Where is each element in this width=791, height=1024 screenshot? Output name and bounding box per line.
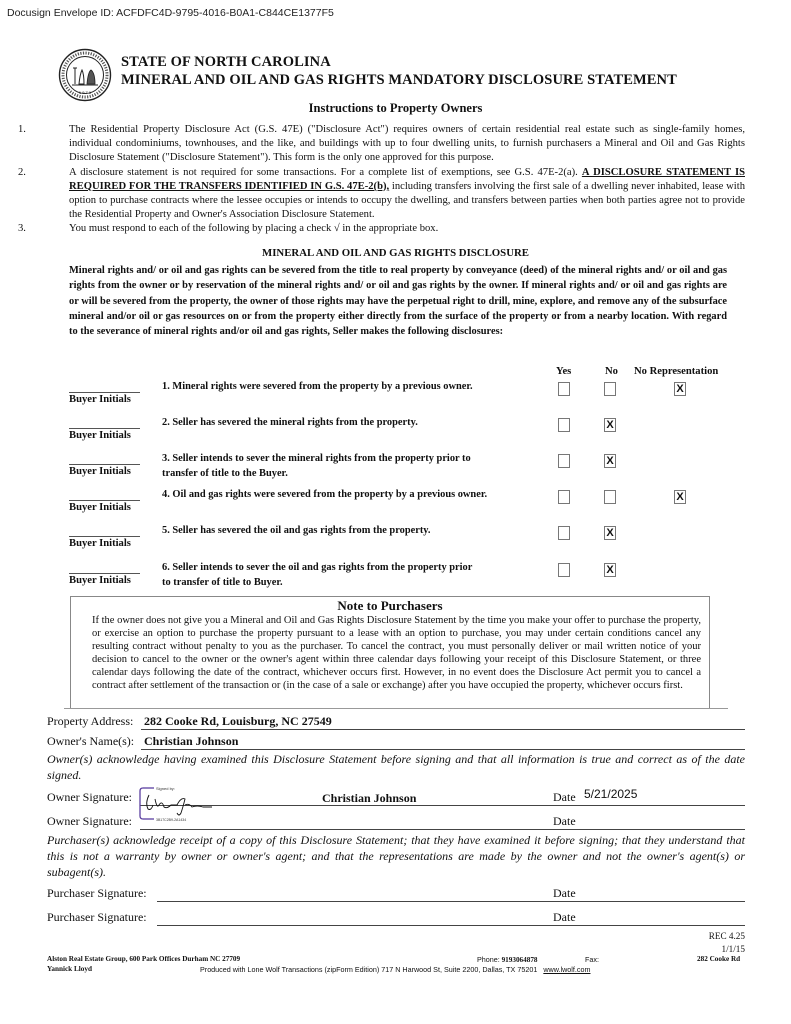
column-yes: Yes [556,366,572,377]
svg-text:3B17C2B9-2A1434: 3B17C2B9-2A1434 [156,818,187,822]
date-label: Date [553,910,576,924]
buyer-initials-line[interactable] [69,428,140,429]
purchaser-signature-line[interactable] [157,901,592,902]
form-title-state: STATE OF NORTH CAROLINA [121,54,331,70]
column-no-representation: No Representation [634,366,719,377]
buyer-initials-line[interactable] [69,392,140,393]
purchaser-signature-row-2 [47,910,745,930]
disclosure-question-4 [0,488,791,524]
buyer-initials-label: Buyer Initials [69,466,131,477]
question-text: 2. Seller has severed the mineral rights from the property. [162,417,418,428]
owner-names-value[interactable]: Christian Johnson [144,734,239,748]
form-date: 1/1/15 [721,943,745,954]
owner-signature-label: Owner Signature: [47,814,132,828]
disclosure-question-1 [0,380,791,416]
owner-signature-label: Owner Signature: [47,790,132,804]
date-line [582,805,745,806]
owner-names-label: Owner's Name(s): [47,734,135,748]
buyer-initials-line[interactable] [69,464,140,465]
divider [64,708,728,709]
fax-label: Fax: [585,955,599,964]
checkbox-no[interactable]: X [604,418,616,432]
purchaser-acknowledgement: Purchaser(s) acknowledge receipt of a copy of this Disclosure Statement; that they have examined it before signing; that they understand that this is not a warranty by owner or owner's agent; and that the representations are made by the owner and not the owner's agent(s) or subagent(s). [47,833,745,879]
form-code-block [709,930,745,955]
owner-signature-printed-name: Christian Johnson [322,791,417,805]
owner-names-row [47,734,745,752]
property-address-line [141,729,745,730]
note-to-purchasers [70,596,710,708]
checkbox-no[interactable]: X [604,454,616,468]
instruction-item: 2. A disclosure statement is not required for some transactions. For a complete list of exemptions, see G.S. 47E-2(a). A DISCLOSURE STATEMENT IS REQUIRED FOR THE TRANSFERS IDENTIFIED IN G.S. 47E-2(b), including transfers involving the first sale of a dwelling never inhabited, lease with option to purchase contracts where the lessee occupies or intends to occupy the dwelling, and transfers between parties when both parties agree not to provide the Residential Property and Owner's Association Disclosure Statement. [18,166,745,221]
date-label: Date [553,790,576,804]
instruction-item: 3. You must respond to each of the following by placing a check √ in the appropriate box. [18,223,439,235]
phone: Phone: 9193064878 [477,955,538,964]
checkbox-no-representation[interactable]: X [674,490,686,504]
checkbox-yes[interactable] [558,454,570,468]
note-title: Note to Purchasers [337,598,443,613]
disclosure-question-2 [0,416,791,452]
buyer-initials-line[interactable] [69,500,140,501]
checkbox-no[interactable]: X [604,563,616,577]
exemption-emphasis: A DISCLOSURE STATEMENT IS REQUIRED FOR THE TRANSFERS IDENTIFIED IN G.S. 47E-2(b), [69,166,745,192]
buyer-initials-label: Buyer Initials [69,538,131,549]
buyer-initials-line[interactable] [69,573,140,574]
date-line[interactable] [582,901,745,902]
question-text: 1. Mineral rights were severed from the property by a previous owner. [162,381,473,392]
disclosure-question-6 [0,561,791,597]
form-title: MINERAL AND OIL AND GAS RIGHTS MANDATORY DISCLOSURE STATEMENT [121,72,677,88]
agent-name: Yannick Lloyd [47,965,92,973]
checkbox-no[interactable] [604,490,616,504]
buyer-initials-line[interactable] [69,536,140,537]
purchaser-signature-label: Purchaser Signature: [47,910,147,924]
state-seal-icon [58,48,112,102]
note-text: If the owner does not give you a Mineral and Oil and Gas Rights Disclosure Statement by the time you make your offer to purchase the property, or exercise an option to purchase the property pursuant to a lease with an option to purchase, you may under certain conditions cancel any resulting contract without penalty to you as the purchaser. To cancel the contract, you must personally deliver or mail written notice of your decision to cancel to the owner or the owner's agent within three calendar days following your receipt of this Disclosure Statement, or three calendar days following the date of the contract, whichever occurs first. However, in no event does the Disclosure Act permit you to cancel a contract after settlement of the transaction or (in the case of a sale or exchange) after you have occupied the property, whichever occurs first. [92,615,701,692]
produced-by: Produced with Lone Wolf Transactions (zipForm Edition) 717 N Harwood St, Suite 2200, Dallas, TX 75201 www.lwolf.com [200,965,591,974]
property-address-value[interactable]: 282 Cooke Rd, Louisburg, NC 27549 [144,714,332,728]
checkbox-yes[interactable] [558,418,570,432]
buyer-initials-label: Buyer Initials [69,394,131,405]
purchaser-signature-line[interactable] [157,925,592,926]
checkbox-no[interactable] [604,382,616,396]
owner-signature-row-2 [47,814,745,834]
date-line[interactable] [582,829,745,830]
owner-signature-line[interactable] [140,829,592,830]
instructions-heading: Instructions to Property Owners [308,101,483,115]
instruction-item: 1. The Residential Property Disclosure Act (G.S. 47E) ("Disclosure Act") requires owners of certain residential real estate such as single-family homes, individual condominiums, townhouses, and the like, and buildings with up to four dwelling units, to furnish purchasers a Mineral and Oil and Gas Rights Disclosure Statement ("Disclosure Statement"). This form is the only one approved for this purpose. [18,124,745,164]
disclosure-intro: Mineral rights and/ or oil and gas rights can be severed from the title to real property by conveyance (deed) of the mineral rights and/ or oil and gas rights from the owner or by reservation of the mineral rights and/ or oil and gas rights by the owner. If mineral rights and/ or oil and gas rights are or will be severed from the property, the owner of those rights may have the perpetual right to drill, mine, explore, and remove any of the subsurface mineral and/or oil or gas resources on or from the property either directly from the surface of the property or from a nearby location. With regard to the severance of mineral rights and/or oil and gas rights, Seller makes the following disclosures: [69,265,727,338]
buyer-initials-label: Buyer Initials [69,575,131,586]
brokerage-office: Alston Real Estate Group, 600 Park Offices Durham NC 27709 [47,955,241,963]
question-text: 5. Seller has severed the oil and gas rights from the property. [162,525,431,536]
date-label: Date [553,814,576,828]
buyer-initials-label: Buyer Initials [69,430,131,441]
date-line[interactable] [582,925,745,926]
purchaser-signature-label: Purchaser Signature: [47,886,147,900]
date-label: Date [553,886,576,900]
disclosure-question-5 [0,524,791,560]
column-no: No [605,366,618,377]
owner-acknowledgement: Owner(s) acknowledge having examined this Disclosure Statement before signing and that all information is true and correct as of the date signed. [47,752,745,782]
question-text: 4. Oil and gas rights were severed from the property by a previous owner. [162,489,488,500]
checkbox-yes[interactable] [558,526,570,540]
docusign-envelope-id: Docusign Envelope ID: ACFDFC4D-9795-4016-B0A1-C844CE1377F5 [7,7,334,19]
disclosure-question-3 [0,452,791,488]
owner-names-line [141,749,745,750]
checkbox-yes[interactable] [558,563,570,577]
question-text: 6. Seller intends to sever the oil and gas rights from the property prior to transfer of title to Buyer. [162,562,473,588]
checkbox-yes[interactable] [558,490,570,504]
property-address-row [47,714,745,732]
buyer-initials-label: Buyer Initials [69,502,131,513]
website-link[interactable]: www.lwolf.com [543,965,591,974]
owner-signature-date[interactable]: 5/21/2025 [584,787,638,801]
svg-text:Signed by:: Signed by: [156,786,175,791]
purchaser-signature-row-1 [47,886,745,906]
checkbox-no-representation[interactable]: X [674,382,686,396]
property-reference: 282 Cooke Rd [697,955,741,963]
checkbox-yes[interactable] [558,382,570,396]
question-text: 3. Seller intends to sever the mineral rights from the property prior to transfer of title to the Buyer. [162,453,471,479]
form-code: REC 4.25 [708,931,745,941]
disclosure-heading: MINERAL AND OIL AND GAS RIGHTS DISCLOSURE [262,247,529,259]
property-address-label: Property Address: [47,714,134,728]
checkbox-no[interactable]: X [604,526,616,540]
instructions-list [18,123,745,237]
svg-text:1 9 7 1: 1 9 7 1 [78,90,92,95]
